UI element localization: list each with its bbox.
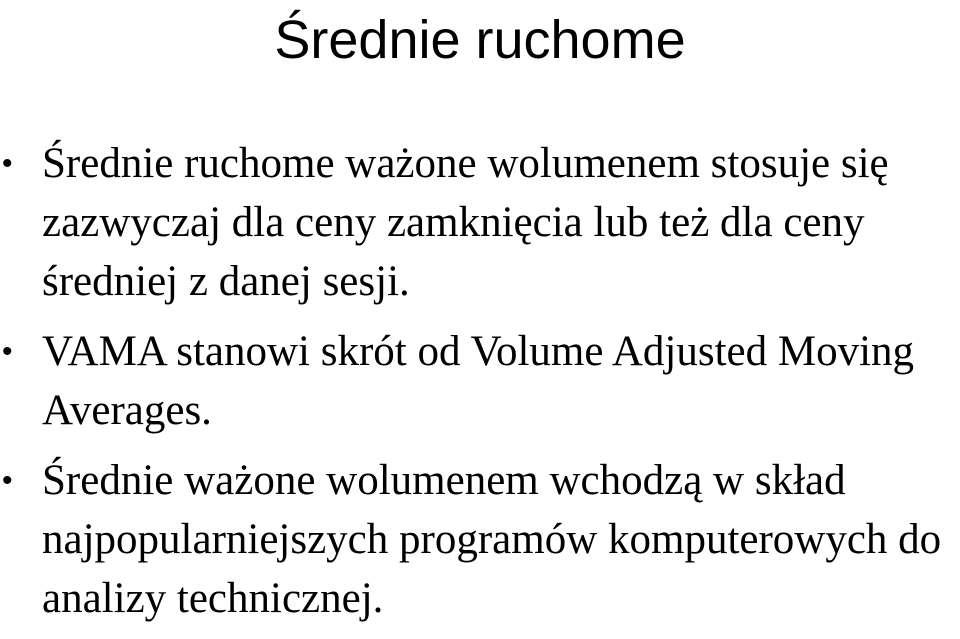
bullet-text: VAMA stanowi skrót od Volume Adjusted Moving Averages.	[42, 328, 915, 434]
bullet-icon: •	[2, 147, 13, 180]
slide-title: Średnie ruchome	[274, 10, 686, 70]
bullet-text: Średnie ważone wolumenem wchodzą w skład najpopularniejszych programów komputerowych do analizy technicznej.	[42, 457, 942, 622]
bullet-icon: •	[2, 335, 13, 368]
bullet-list	[0, 134, 960, 639]
bullet-text: Średnie ruchome ważone wolumenem stosuje się zazwyczaj dla ceny zamknięcia lub też dla ceny średniej z danej sesji.	[42, 140, 889, 305]
bullet-icon: •	[2, 464, 13, 497]
bullet-item	[0, 451, 960, 628]
bullet-item	[0, 134, 960, 311]
bullet-item	[0, 322, 960, 440]
